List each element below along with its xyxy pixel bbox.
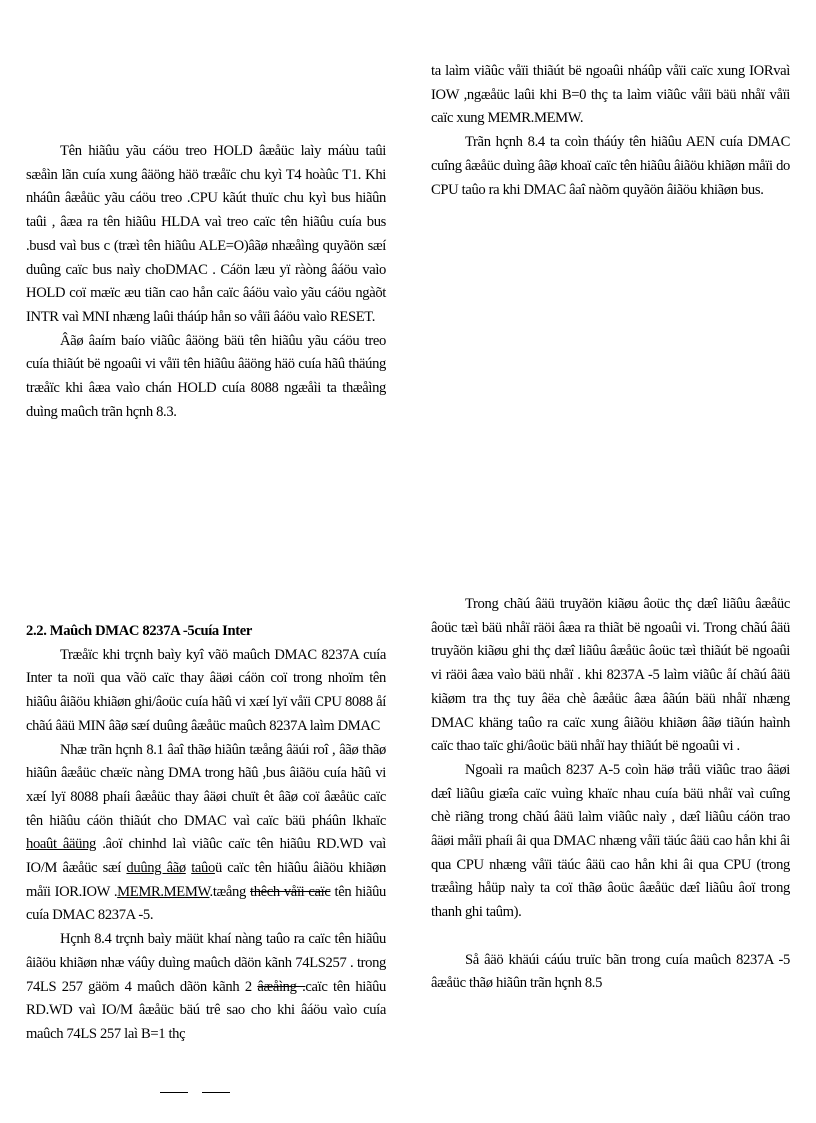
text-run: Hçnh 8.4 trçnh baìy mäüt khaí nàng taûo ra caïc tên hiãûu âiãöu khiãøn nhæ váûy duìng maûch dãön kãnh 74LS257 . trong 74LS 257 gäöm 4 maûch dãön kãnh 2 — [26, 931, 386, 995]
paragraph: Så âäö khäúi cáúu truïc bãn trong cuía maûch 8237A -5 âæåüc thãø hiãûn trãn hçnh 8.5 — [431, 951, 790, 992]
left-column-top-text — [26, 140, 386, 424]
struck-text: âæåìng . — [257, 978, 306, 995]
overline-mark — [202, 1092, 230, 1093]
underlined-text: MEMR.MEMW — [117, 883, 210, 900]
paragraph: Trong chãú âäü truyãön kiãøu âoüc thç dæî liãûu âæåüc âoüc tæì bäü nhåï räöi âæa ra thiãt bë ngoaûi vi. Trong chãú âäü truyãön kiãøu ghi thç dæî liãûu âæåüc âoüc tæì thiãút bë ngoaûi vi räöi âæa vaìo bäü nhåï . khi 8237A -5 laìm viãûc åí chãú âäü kiãøm tra thç tuy âëa chè âæåüc âæa âãún bäü nhåï nhæng DMAC khäng taûo ra caïc xung âiãöu khiãøn âãø tiãún haình caïc thao taïc ghi/âoüc bäü nhåï hay thiãút bë ngoaûi vi . — [431, 596, 790, 755]
text-run: tên hiãûu cuía DMAC 8237A -5. — [26, 883, 386, 924]
spacer — [431, 925, 790, 949]
right-column-top-text — [431, 60, 790, 202]
text-run: .tæång — [209, 883, 250, 900]
underlined-text: taûo — [191, 860, 215, 877]
paragraph — [26, 739, 386, 929]
paragraph — [26, 928, 386, 1047]
paragraph: ta laìm viãûc våïi thiãút bë ngoaûi nháûp våïi caïc xung IORvaì IOW ,ngæåüc laûi khi B=0 thç ta laìm viãûc våïi bäü nhåï våïi caïc xung MEMR.MEMW. — [431, 63, 790, 127]
paragraph: Ngoaìi ra maûch 8237 A-5 coìn häø tråü viãûc trao âäøi dæî liãûu giæîa caïc vuìng khaïc nhau cuía bäü nhåï vaì cuîng chè riãng trong chãú âäü laìm viãûc naìy , dæî liãûu cáön trao âäøi måïi phaíi âi qua DMAC nhæng våïi täúc âäü cao hån khi âi qua CPU nhæng våïi täúc âäü cao hån khi âi qua CPU (trong træåìng håüp naìy ta coï thãø âoüc âæåüc dæî liãûu âoï trong thanh ghi taûm). — [431, 761, 790, 921]
left-column-bottom-text — [26, 620, 386, 1047]
text-run: caïc tên hiãûu RD.WD vaì IO/M âæåüc bäú trê sao cho khi âáöu vaìo cuía maûch 74LS 257 laì B=1 thç — [26, 978, 386, 1042]
underlined-text: âãø — [166, 860, 186, 877]
text-run: .âoï chinhd laì viãûc caïc tên hiãûu RD.WD vaì IO/M âæåüc sæí — [26, 836, 387, 877]
right-column-bottom-text — [431, 593, 790, 996]
underlined-text: hoaût âäüng — [26, 836, 97, 853]
underlined-text: duûng — [126, 860, 167, 877]
paragraph: Træåïc khi trçnh baìy kyî vãö maûch DMAC 8237A cuía Inter ta noïi qua vãö caïc thay âäøi cáön coï trong nhoïm tên hiãûu âiãöu khiãøn ghi/âoüc cuía hãû vi xæí lyï våïi CPU 8088 åí chãú âäü MIN âãø sæí duûng âæåüc maûch 8237A laìm DMAC — [26, 646, 386, 734]
section-heading: 2.2. Maûch DMAC 8237A -5cuía Inter — [26, 623, 253, 639]
struck-text: thêch våïi caïc — [249, 883, 331, 900]
overline-mark — [160, 1092, 188, 1093]
paragraph: Tên hiãûu yãu cáöu treo HOLD âæåüc laìy máùu taûi sæåìn lãn cuía xung âäöng häö træåïc chu kyì T4 hoàûc T1. Khi nháûn âæåüc yãu cáöu treo .CPU kãút thuïc chu kyì bus hiãûn taûi , âæa ra tên hiãûu HLDA vaì treo caïc tên hiãûu cuía bus .busd vaì bus c (træì tên hiãûu ALE=O)âãø nhæåìng quyãön sæí duûng caïc bus naìy choDMAC . Cáön læu yï ràòng âáöu vaìo HOLD coï mæïc æu tiãn cao hån caïc âáöu vaìo yãu cáöu ngàõt INTR vaì MNI nhæng laûi tháúp hån so våïi âáöu vaìo RESET. — [26, 143, 386, 325]
text-run: Nhæ trãn hçnh 8.1 âaî thãø hiãûn tæång âäúi roî , âãø thãø hiãûn âæåüc chæïc nàng DMA trong hãû ,bus âiãöu cuía hãû vi xæí lyï 8088 phaíi âæåüc thay âäøi chuït êt âãø coï âæåüc caïc tên hiãûu cáön thiãút cho DMAC vaì caïc bäü pháûn lkhaïc — [26, 741, 386, 829]
paragraph: Trãn hçnh 8.4 ta coìn tháúy tên hiãûu AEN cuía DMAC cuîng âæåüc duìng âãø khoaï caïc tên hiãûu âiãöu khiãøn måïi do CPU taûo ra khi DMAC âaî nàõm quyãön âiãöu khiãøn bus. — [431, 134, 790, 198]
paragraph: Âãø âaím baío viãûc âäöng bäü tên hiãûu yãu cáöu treo cuía thiãút bë ngoaûi vi våïi tên hiãûu âäöng häö cuía hãû thäúng træåïc khi âæa vaìo chán HOLD cuía 8088 ngæåìi ta thæåìng duìng maûch trãn hçnh 8.3. — [26, 332, 386, 420]
text-run: ü caïc tên hiãûu âiãöu khiãøn måïi IOR.IOW . — [26, 860, 386, 900]
